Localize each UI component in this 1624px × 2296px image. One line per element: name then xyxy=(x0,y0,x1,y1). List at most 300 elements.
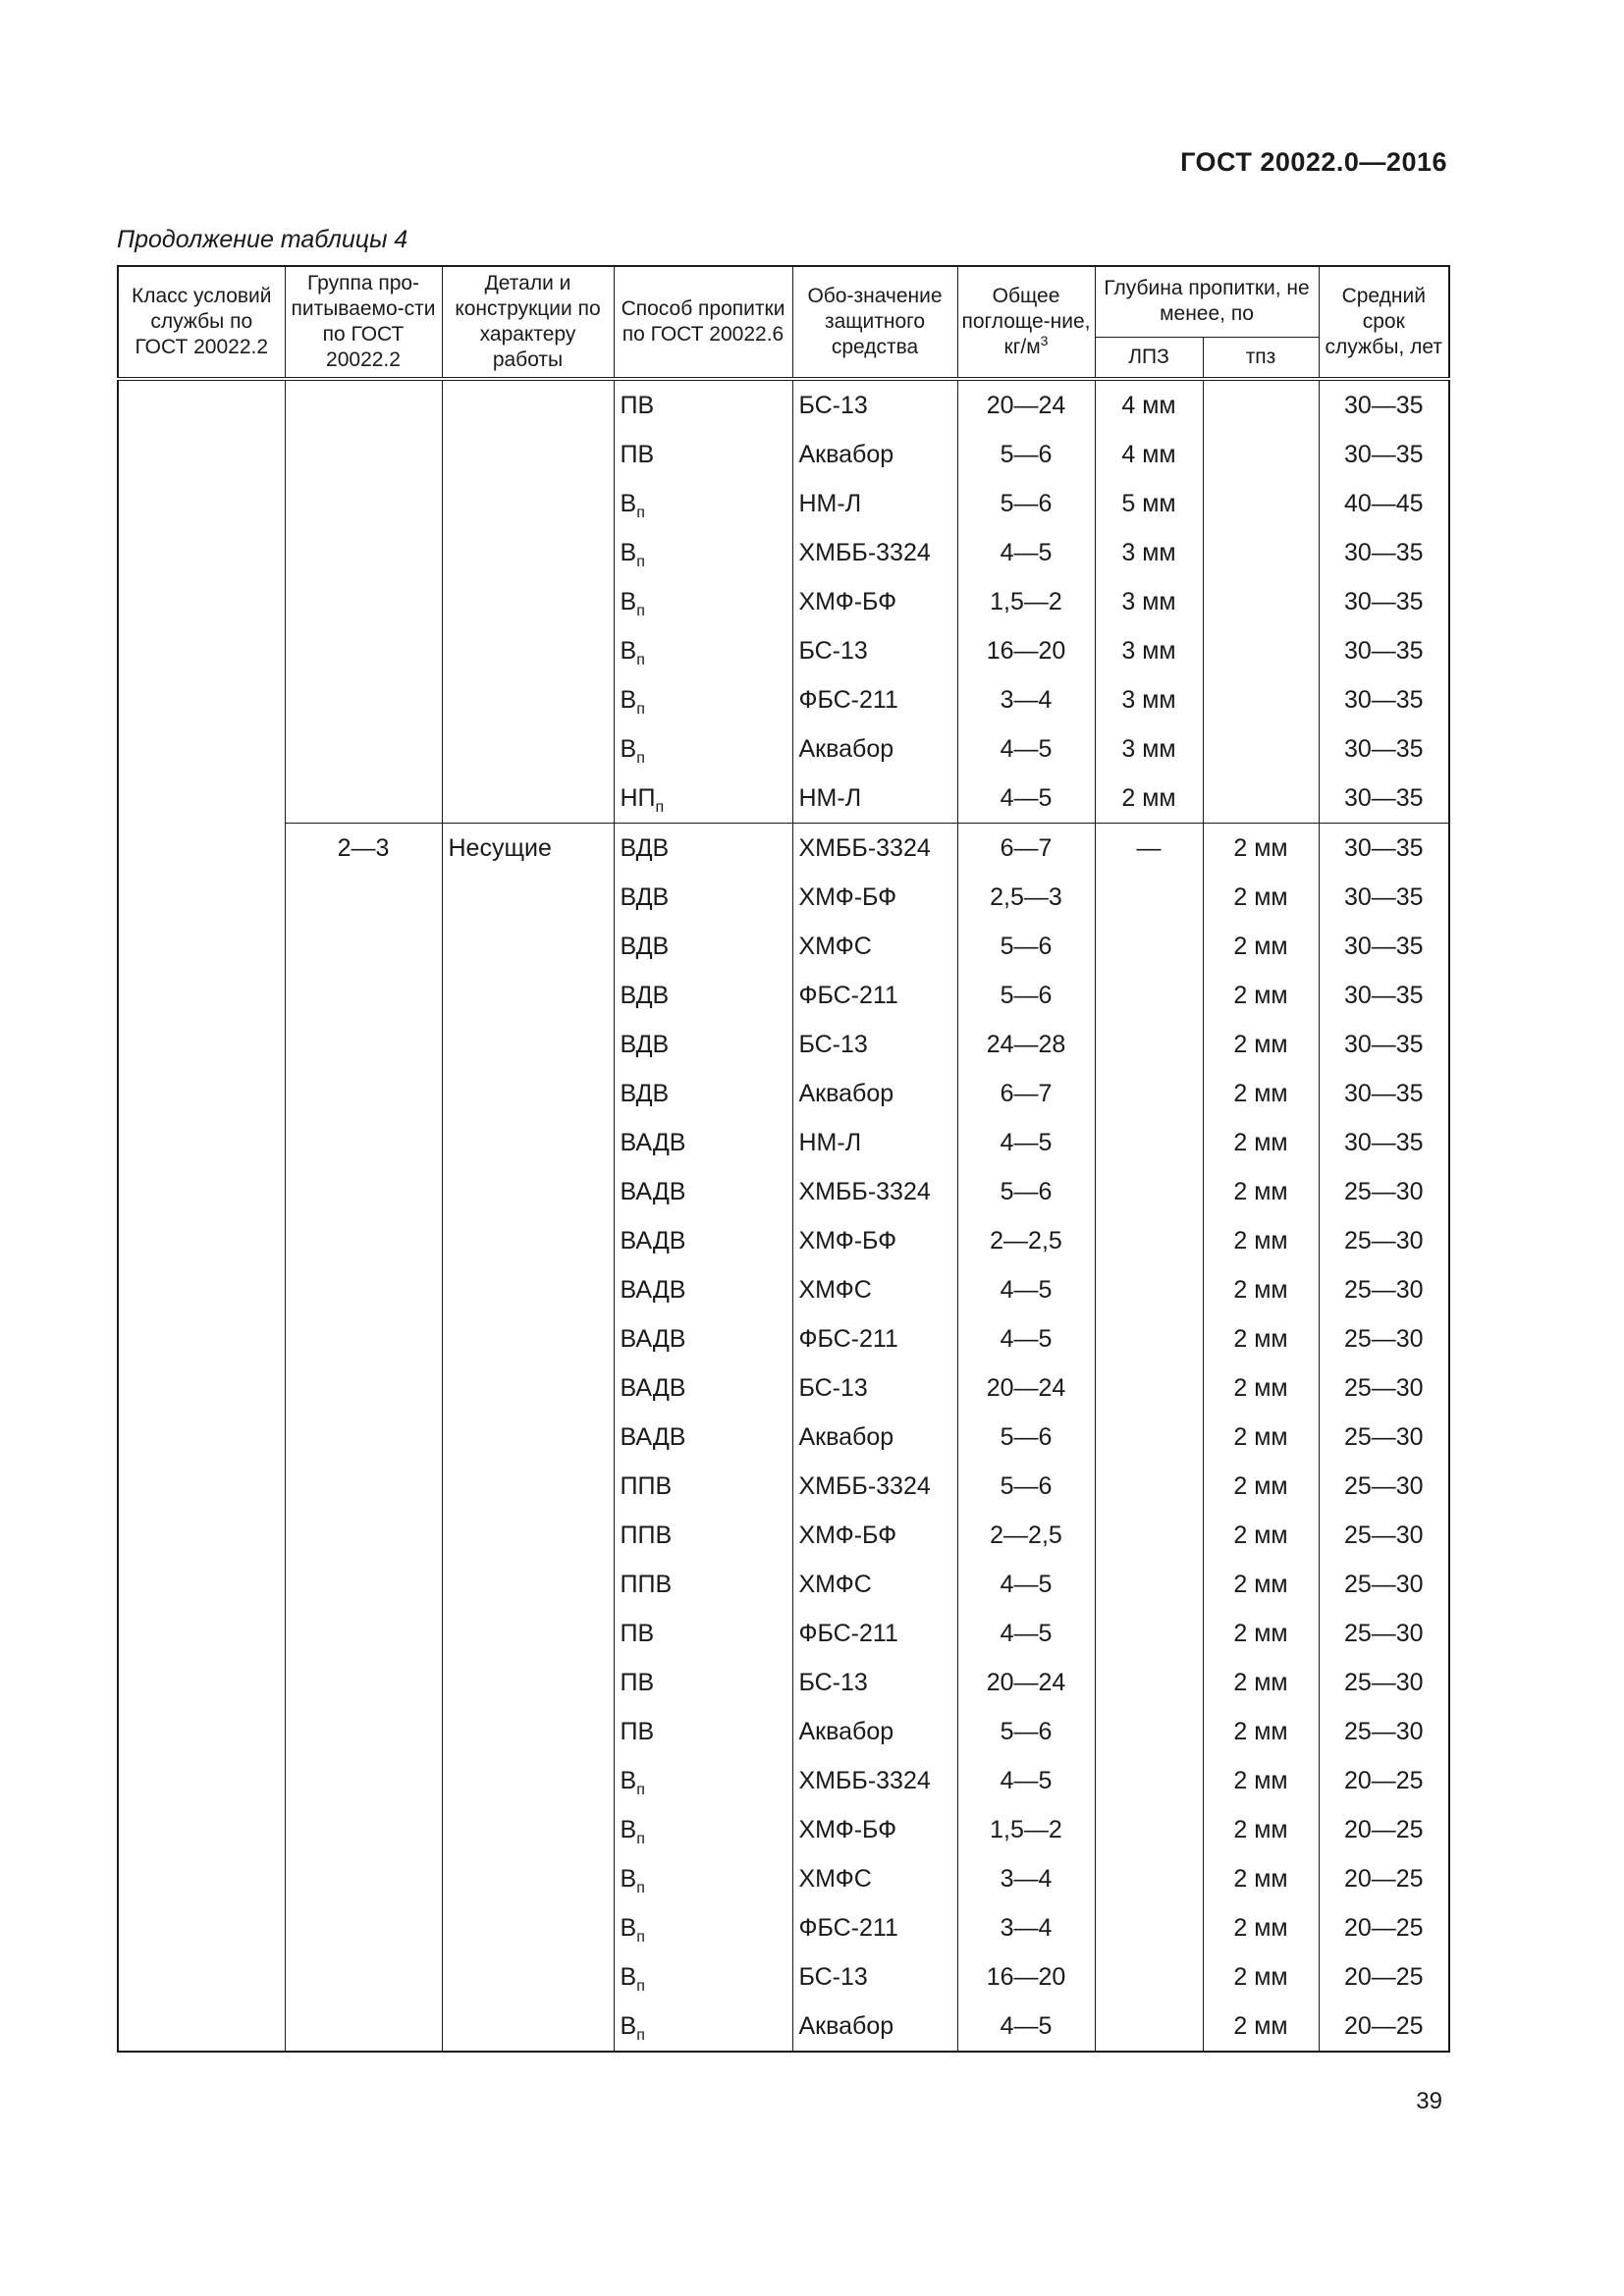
cell-method xyxy=(614,1805,792,1854)
cell-life: 30—35 xyxy=(1319,1020,1449,1069)
cell-absorption: 4—5 xyxy=(957,1314,1095,1363)
cell-lpz xyxy=(1095,1511,1203,1560)
cell-klass xyxy=(118,1069,285,1118)
cell-klass xyxy=(118,1511,285,1560)
cell-lpz xyxy=(1095,1167,1203,1216)
cell-method-subscript: п xyxy=(636,504,645,521)
header-absorption-text: Общее поглоще-ние, кг/м xyxy=(961,285,1091,358)
cell-life: 30—35 xyxy=(1319,675,1449,724)
cell-agent: ХМФ-БФ xyxy=(792,873,957,922)
cell-tpz: 2 мм xyxy=(1203,1707,1319,1756)
cell-group xyxy=(285,1805,442,1854)
cell-lpz: — xyxy=(1095,824,1203,874)
cell-klass xyxy=(118,971,285,1020)
cell-lpz xyxy=(1095,1020,1203,1069)
cell-method-subscript: п xyxy=(636,1781,645,1798)
cell-absorption: 5—6 xyxy=(957,971,1095,1020)
cell-agent: ХМФ-БФ xyxy=(792,1216,957,1265)
cell-method-text: ВАДВ xyxy=(620,1422,686,1451)
cell-detail xyxy=(442,724,614,774)
cell-agent: ХМББ-3324 xyxy=(792,824,957,874)
table-row xyxy=(118,1020,1449,1069)
cell-absorption: 3—4 xyxy=(957,1854,1095,1903)
cell-life: 30—35 xyxy=(1319,774,1449,824)
cell-group xyxy=(285,1413,442,1462)
cell-detail xyxy=(442,1118,614,1167)
table-row xyxy=(118,724,1449,774)
header-agent: Обо-значение защитного средства xyxy=(792,266,957,379)
cell-tpz: 2 мм xyxy=(1203,1952,1319,2002)
cell-group xyxy=(285,626,442,675)
table-row xyxy=(118,824,1449,874)
cell-group xyxy=(285,1903,442,1952)
cell-group xyxy=(285,1756,442,1805)
cell-group xyxy=(285,430,442,479)
cell-method-text: ВАДВ xyxy=(620,1373,686,1402)
cell-tpz: 2 мм xyxy=(1203,1805,1319,1854)
cell-agent: БС-13 xyxy=(792,1658,957,1707)
cell-life: 25—30 xyxy=(1319,1413,1449,1462)
cell-tpz: 2 мм xyxy=(1203,1118,1319,1167)
cell-lpz xyxy=(1095,922,1203,971)
cell-tpz: 2 мм xyxy=(1203,824,1319,874)
cell-group xyxy=(285,1952,442,2002)
cell-method-text: ВДВ xyxy=(620,833,670,862)
cell-method xyxy=(614,1020,792,1069)
cell-lpz: 3 мм xyxy=(1095,528,1203,577)
cell-method xyxy=(614,1413,792,1462)
cell-detail xyxy=(442,1265,614,1314)
page-number: 39 xyxy=(1416,2088,1442,2114)
cell-tpz: 2 мм xyxy=(1203,1903,1319,1952)
cell-tpz: 2 мм xyxy=(1203,873,1319,922)
document-code: ГОСТ 20022.0—2016 xyxy=(1180,147,1447,177)
cell-method xyxy=(614,1118,792,1167)
cell-tpz: 2 мм xyxy=(1203,1609,1319,1658)
cell-method xyxy=(614,1462,792,1511)
cell-method xyxy=(614,1658,792,1707)
table-row xyxy=(118,1216,1449,1265)
cell-method xyxy=(614,1314,792,1363)
cell-lpz xyxy=(1095,1118,1203,1167)
cell-absorption: 5—6 xyxy=(957,430,1095,479)
cell-absorption: 4—5 xyxy=(957,528,1095,577)
table-row xyxy=(118,675,1449,724)
cell-method xyxy=(614,1069,792,1118)
table-row xyxy=(118,1314,1449,1363)
cell-lpz xyxy=(1095,1314,1203,1363)
cell-tpz xyxy=(1203,577,1319,626)
cell-agent: НМ-Л xyxy=(792,479,957,528)
cell-agent: Аквабор xyxy=(792,2002,957,2052)
cell-agent: ХМББ-3324 xyxy=(792,1756,957,1805)
cell-lpz xyxy=(1095,1658,1203,1707)
header-method: Способ пропитки по ГОСТ 20022.6 xyxy=(614,266,792,379)
table-row xyxy=(118,1069,1449,1118)
cell-klass xyxy=(118,1707,285,1756)
header-impregnability-group: Группа про-питываемо-сти по ГОСТ 20022.2 xyxy=(285,266,442,379)
table-row xyxy=(118,1363,1449,1413)
cell-detail xyxy=(442,1952,614,2002)
cell-group xyxy=(285,528,442,577)
cell-lpz: 3 мм xyxy=(1095,724,1203,774)
cell-method-subscript: п xyxy=(636,700,645,718)
cell-tpz: 2 мм xyxy=(1203,1069,1319,1118)
cell-lpz xyxy=(1095,1903,1203,1952)
cell-group xyxy=(285,1265,442,1314)
cell-lpz xyxy=(1095,1413,1203,1462)
cell-klass xyxy=(118,379,285,430)
cell-klass xyxy=(118,873,285,922)
cell-method-subscript: п xyxy=(655,798,665,816)
table-row xyxy=(118,1118,1449,1167)
table-row xyxy=(118,1805,1449,1854)
cell-tpz xyxy=(1203,724,1319,774)
cell-life: 25—30 xyxy=(1319,1511,1449,1560)
cell-agent: ХМФС xyxy=(792,1560,957,1609)
cell-method xyxy=(614,430,792,479)
cell-method-text: ППВ xyxy=(620,1570,673,1598)
cell-detail xyxy=(442,1314,614,1363)
cell-tpz: 2 мм xyxy=(1203,1756,1319,1805)
cell-agent: Аквабор xyxy=(792,1069,957,1118)
cell-method xyxy=(614,626,792,675)
cell-method-text: ПВ xyxy=(620,391,655,419)
cell-absorption: 4—5 xyxy=(957,1560,1095,1609)
cell-agent: ФБС-211 xyxy=(792,1609,957,1658)
cell-life: 25—30 xyxy=(1319,1363,1449,1413)
cell-life: 20—25 xyxy=(1319,1756,1449,1805)
cell-absorption: 16—20 xyxy=(957,1952,1095,2002)
cell-lpz: 3 мм xyxy=(1095,626,1203,675)
cell-method-text: ПВ xyxy=(620,1717,655,1745)
cell-lpz xyxy=(1095,1216,1203,1265)
cell-absorption: 5—6 xyxy=(957,1462,1095,1511)
table-header xyxy=(118,266,1449,379)
cell-klass xyxy=(118,1560,285,1609)
cell-group xyxy=(285,774,442,824)
cell-life: 20—25 xyxy=(1319,2002,1449,2052)
cell-method xyxy=(614,873,792,922)
cell-tpz: 2 мм xyxy=(1203,1413,1319,1462)
cell-agent: ХМФ-БФ xyxy=(792,1511,957,1560)
cell-klass xyxy=(118,1363,285,1413)
cell-method-text: ВАДВ xyxy=(620,1177,686,1205)
cell-lpz xyxy=(1095,873,1203,922)
cell-method-text: В xyxy=(620,587,637,615)
cell-lpz xyxy=(1095,1363,1203,1413)
cell-detail xyxy=(442,528,614,577)
cell-klass xyxy=(118,1216,285,1265)
cell-detail xyxy=(442,922,614,971)
cell-agent: Аквабор xyxy=(792,430,957,479)
cell-detail xyxy=(442,1216,614,1265)
cell-lpz xyxy=(1095,971,1203,1020)
cell-method-text: В xyxy=(620,1766,637,1794)
header-depth-lpz: ЛПЗ xyxy=(1095,337,1203,379)
cell-method-text: ВДВ xyxy=(620,981,670,1009)
table-row xyxy=(118,479,1449,528)
cell-method-text: В xyxy=(620,538,637,566)
table-row xyxy=(118,1413,1449,1462)
cell-klass xyxy=(118,1462,285,1511)
cell-method-text: ВДВ xyxy=(620,1030,670,1058)
table-row xyxy=(118,1560,1449,1609)
cell-method-text: В xyxy=(620,1913,637,1942)
cell-klass xyxy=(118,774,285,824)
cell-absorption: 3—4 xyxy=(957,675,1095,724)
table-row xyxy=(118,430,1449,479)
cell-agent: ХМББ-3324 xyxy=(792,528,957,577)
cell-life: 30—35 xyxy=(1319,724,1449,774)
table-row xyxy=(118,2002,1449,2052)
cell-lpz xyxy=(1095,2002,1203,2052)
cell-life: 20—25 xyxy=(1319,1854,1449,1903)
header-service-life: Средний срок службы, лет xyxy=(1319,266,1449,379)
cell-life: 30—35 xyxy=(1319,873,1449,922)
cell-method-text: ВАДВ xyxy=(620,1128,686,1156)
cell-agent: ФБС-211 xyxy=(792,1314,957,1363)
cell-method xyxy=(614,2002,792,2052)
cell-method-subscript: п xyxy=(636,651,645,668)
cell-group xyxy=(285,1118,442,1167)
cell-method xyxy=(614,577,792,626)
cell-method xyxy=(614,379,792,430)
table-row xyxy=(118,528,1449,577)
cell-tpz: 2 мм xyxy=(1203,1363,1319,1413)
cell-method-text: ПВ xyxy=(620,1668,655,1696)
cell-group xyxy=(285,1707,442,1756)
cell-lpz xyxy=(1095,1560,1203,1609)
cell-method-text: ВАДВ xyxy=(620,1275,686,1304)
cell-detail xyxy=(442,1511,614,1560)
cell-tpz: 2 мм xyxy=(1203,1167,1319,1216)
cell-method-subscript: п xyxy=(636,553,645,570)
cell-method-subscript: п xyxy=(636,1928,645,1946)
cell-lpz: 3 мм xyxy=(1095,675,1203,724)
cell-tpz: 2 мм xyxy=(1203,1462,1319,1511)
cell-life: 25—30 xyxy=(1319,1314,1449,1363)
cell-life: 25—30 xyxy=(1319,1462,1449,1511)
cell-absorption: 2,5—3 xyxy=(957,873,1095,922)
cell-method-text: ВДВ xyxy=(620,1079,670,1107)
cell-absorption: 5—6 xyxy=(957,922,1095,971)
cell-group xyxy=(285,1020,442,1069)
cell-lpz xyxy=(1095,1265,1203,1314)
cell-group xyxy=(285,379,442,430)
cell-group xyxy=(285,873,442,922)
cell-method xyxy=(614,1167,792,1216)
table-body xyxy=(118,379,1449,2052)
cell-absorption: 6—7 xyxy=(957,1069,1095,1118)
cell-life: 30—35 xyxy=(1319,626,1449,675)
cell-tpz xyxy=(1203,774,1319,824)
cell-tpz: 2 мм xyxy=(1203,1658,1319,1707)
cell-absorption: 24—28 xyxy=(957,1020,1095,1069)
cell-group xyxy=(285,922,442,971)
cell-method-text: В xyxy=(620,1864,637,1893)
cell-agent: ХМФС xyxy=(792,1854,957,1903)
header-depth: Глубина пропитки, не менее, по xyxy=(1095,266,1319,337)
table-row xyxy=(118,873,1449,922)
cell-method-text: ПВ xyxy=(620,440,655,468)
cell-group xyxy=(285,1363,442,1413)
cell-absorption: 4—5 xyxy=(957,1118,1095,1167)
cell-method xyxy=(614,1903,792,1952)
cell-absorption: 2—2,5 xyxy=(957,1216,1095,1265)
cell-klass xyxy=(118,1658,285,1707)
table-row xyxy=(118,1854,1449,1903)
cell-detail xyxy=(442,479,614,528)
cell-absorption: 5—6 xyxy=(957,1167,1095,1216)
cell-lpz: 4 мм xyxy=(1095,430,1203,479)
cell-lpz xyxy=(1095,1805,1203,1854)
cell-life: 25—30 xyxy=(1319,1658,1449,1707)
cell-klass xyxy=(118,675,285,724)
header-absorption xyxy=(957,266,1095,379)
cell-agent: ФБС-211 xyxy=(792,675,957,724)
cell-group xyxy=(285,577,442,626)
cell-group xyxy=(285,1069,442,1118)
cell-method-text: В xyxy=(620,1815,637,1843)
cell-tpz xyxy=(1203,626,1319,675)
cell-detail xyxy=(442,873,614,922)
cell-tpz: 2 мм xyxy=(1203,971,1319,1020)
cell-agent: БС-13 xyxy=(792,626,957,675)
cell-absorption: 5—6 xyxy=(957,479,1095,528)
cell-lpz xyxy=(1095,1854,1203,1903)
cell-life: 25—30 xyxy=(1319,1167,1449,1216)
cell-method-text: НП xyxy=(620,783,656,812)
table-row xyxy=(118,1903,1449,1952)
cell-klass xyxy=(118,528,285,577)
cell-detail xyxy=(442,1363,614,1413)
cell-group: 2—3 xyxy=(285,824,442,874)
cell-absorption: 1,5—2 xyxy=(957,577,1095,626)
cell-life: 30—35 xyxy=(1319,528,1449,577)
cell-agent: Аквабор xyxy=(792,1413,957,1462)
cell-absorption: 20—24 xyxy=(957,1363,1095,1413)
cell-detail xyxy=(442,1069,614,1118)
cell-agent: БС-13 xyxy=(792,1020,957,1069)
header-absorption-sup: 3 xyxy=(1040,333,1049,348)
table-row xyxy=(118,379,1449,430)
absorption-table xyxy=(117,265,1450,2053)
cell-method xyxy=(614,971,792,1020)
table-row xyxy=(118,1658,1449,1707)
cell-absorption: 4—5 xyxy=(957,724,1095,774)
cell-life: 25—30 xyxy=(1319,1609,1449,1658)
cell-group xyxy=(285,479,442,528)
cell-agent: ХМФ-БФ xyxy=(792,1805,957,1854)
cell-method-text: ВАДВ xyxy=(620,1226,686,1255)
cell-agent: ФБС-211 xyxy=(792,1903,957,1952)
cell-method-text: ППВ xyxy=(620,1521,673,1549)
cell-group xyxy=(285,675,442,724)
cell-detail xyxy=(442,1707,614,1756)
cell-detail xyxy=(442,675,614,724)
cell-agent: ХМФС xyxy=(792,1265,957,1314)
cell-klass xyxy=(118,724,285,774)
cell-agent: БС-13 xyxy=(792,379,957,430)
cell-klass xyxy=(118,1020,285,1069)
cell-detail xyxy=(442,1413,614,1462)
cell-agent: ФБС-211 xyxy=(792,971,957,1020)
cell-method-text: В xyxy=(620,734,637,763)
cell-method-subscript: п xyxy=(636,602,645,619)
cell-method xyxy=(614,1707,792,1756)
cell-method xyxy=(614,724,792,774)
cell-agent: ХМББ-3324 xyxy=(792,1462,957,1511)
cell-absorption: 20—24 xyxy=(957,1658,1095,1707)
cell-lpz: 5 мм xyxy=(1095,479,1203,528)
cell-method-text: ПВ xyxy=(620,1619,655,1647)
cell-absorption: 4—5 xyxy=(957,2002,1095,2052)
cell-group xyxy=(285,1462,442,1511)
cell-tpz: 2 мм xyxy=(1203,1020,1319,1069)
cell-method-subscript: п xyxy=(636,1977,645,1995)
cell-method-subscript: п xyxy=(636,1879,645,1896)
cell-detail xyxy=(442,1462,614,1511)
cell-tpz xyxy=(1203,479,1319,528)
table-row xyxy=(118,1167,1449,1216)
cell-life: 25—30 xyxy=(1319,1265,1449,1314)
table-row xyxy=(118,1609,1449,1658)
cell-klass xyxy=(118,1118,285,1167)
cell-detail xyxy=(442,1020,614,1069)
cell-tpz: 2 мм xyxy=(1203,1314,1319,1363)
cell-absorption: 4—5 xyxy=(957,1609,1095,1658)
table-row xyxy=(118,971,1449,1020)
cell-absorption: 6—7 xyxy=(957,824,1095,874)
cell-klass xyxy=(118,1609,285,1658)
cell-klass xyxy=(118,626,285,675)
cell-klass xyxy=(118,1167,285,1216)
cell-method-text: ППВ xyxy=(620,1471,673,1500)
cell-life: 20—25 xyxy=(1319,1805,1449,1854)
header-depth-tpz: тпз xyxy=(1203,337,1319,379)
cell-lpz xyxy=(1095,1952,1203,2002)
table-row xyxy=(118,1952,1449,2002)
cell-absorption: 4—5 xyxy=(957,1756,1095,1805)
cell-tpz: 2 мм xyxy=(1203,922,1319,971)
cell-klass xyxy=(118,1854,285,1903)
cell-lpz xyxy=(1095,1707,1203,1756)
cell-method-text: ВДВ xyxy=(620,932,670,960)
cell-group xyxy=(285,1854,442,1903)
cell-group xyxy=(285,971,442,1020)
cell-detail xyxy=(442,2002,614,2052)
cell-method xyxy=(614,1854,792,1903)
cell-detail xyxy=(442,1658,614,1707)
cell-detail xyxy=(442,430,614,479)
cell-method xyxy=(614,922,792,971)
cell-detail xyxy=(442,577,614,626)
cell-detail xyxy=(442,626,614,675)
cell-klass xyxy=(118,430,285,479)
cell-tpz xyxy=(1203,528,1319,577)
cell-detail xyxy=(442,1560,614,1609)
cell-agent: БС-13 xyxy=(792,1363,957,1413)
cell-detail xyxy=(442,1756,614,1805)
table-row xyxy=(118,577,1449,626)
cell-detail xyxy=(442,1903,614,1952)
cell-life: 40—45 xyxy=(1319,479,1449,528)
cell-method xyxy=(614,479,792,528)
cell-absorption: 5—6 xyxy=(957,1707,1095,1756)
cell-tpz xyxy=(1203,379,1319,430)
cell-klass xyxy=(118,1952,285,2002)
